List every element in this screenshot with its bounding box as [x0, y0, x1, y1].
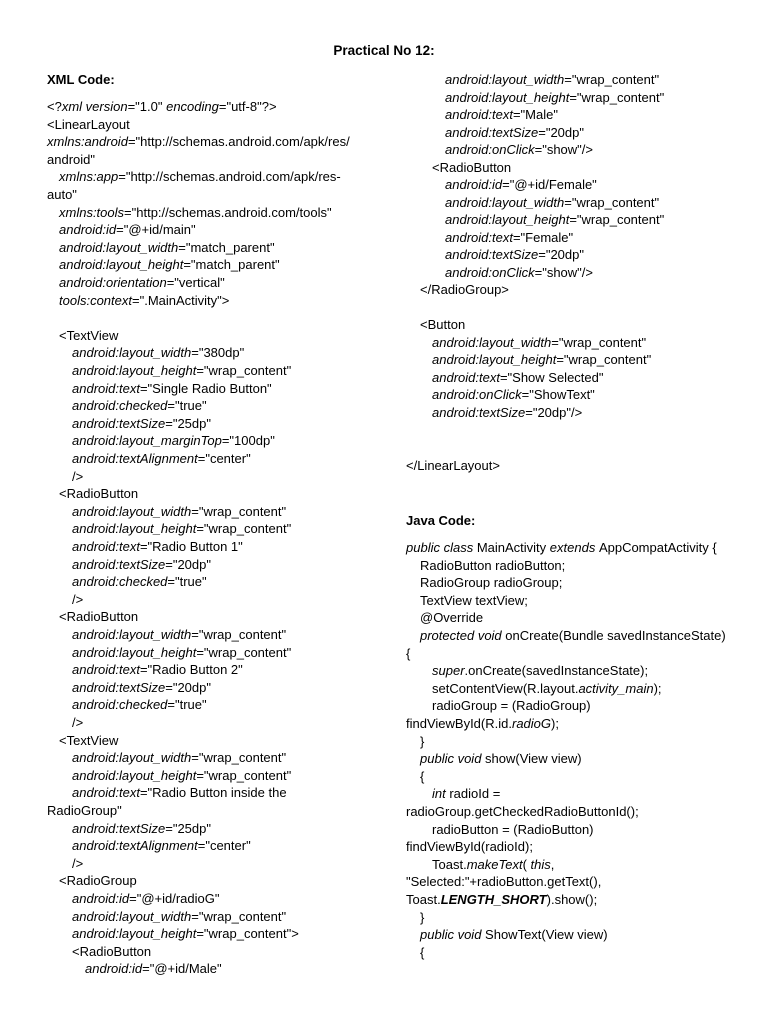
code-token: ="http://schemas.android.com/tools" [124, 204, 332, 220]
code-line [406, 785, 500, 802]
code-token: ="show"/> [534, 142, 593, 157]
code-token: ="Female" [512, 229, 574, 245]
code-token: <RadioGroup [59, 873, 137, 889]
code-token: android:layout_marginTop [72, 433, 222, 449]
code-token: <Button [420, 317, 466, 332]
code-token: <? [47, 99, 62, 114]
code-line [406, 873, 601, 890]
code-token: ="http://schemas.android.com/apk/res- [118, 169, 341, 185]
code-line [406, 680, 662, 697]
code-token: android:checked [72, 574, 168, 590]
code-token: ="Male" [512, 107, 558, 122]
code-line [406, 574, 562, 591]
code-token: ="wrap_content" [191, 503, 287, 519]
code-line [406, 909, 424, 926]
code-token: xmlns:tools [59, 204, 125, 220]
java-code-heading: Java Code: [406, 513, 476, 528]
code-token: android:textAlignment [72, 838, 198, 854]
code-token: android:layout_height [59, 257, 184, 273]
code-token: android" [47, 151, 95, 167]
code-token: AppCompatActivity { [598, 540, 717, 555]
code-token: android:layout_height [72, 926, 197, 942]
code-line [406, 404, 582, 421]
code-line [47, 116, 130, 133]
code-token: ="wrap_content" [569, 89, 665, 105]
code-token: android:onClick [445, 264, 535, 280]
code-token: ="http://schemas.android.com/apk/res/ [127, 134, 350, 150]
code-token: android:layout_height [72, 644, 197, 660]
code-line [47, 485, 138, 502]
code-token: radioGroup.getCheckedRadioButtonId(); [406, 804, 639, 819]
code-line [406, 557, 565, 574]
code-token: ="20dp" [165, 679, 211, 695]
code-line [406, 351, 651, 368]
code-token: MainActivity [476, 540, 550, 555]
code-line [47, 943, 151, 960]
code-token: <LinearLayout [47, 116, 130, 132]
code-token: RadioButton radioButton; [420, 557, 566, 573]
code-token: ="wrap_content" [564, 72, 660, 87]
code-token: <TextView [59, 327, 119, 343]
code-line [406, 229, 573, 246]
code-line [47, 292, 229, 309]
code-line [406, 124, 584, 141]
code-line [406, 856, 554, 873]
code-line [47, 432, 275, 449]
code-line [47, 591, 83, 608]
code-token: ="true" [167, 697, 207, 713]
code-line [47, 415, 211, 432]
code-token: android:onClick [432, 387, 522, 402]
code-token: ="@+id/main" [116, 222, 196, 238]
code-token: activity_main [578, 680, 654, 696]
code-line [406, 106, 558, 123]
code-token: public class [406, 540, 477, 555]
code-token: android:textSize [72, 556, 166, 572]
code-line [47, 855, 83, 872]
code-line [47, 362, 291, 379]
code-line [47, 644, 291, 661]
code-line [406, 281, 509, 298]
code-token: <RadioButton [432, 159, 512, 175]
code-line [406, 768, 424, 785]
code-line [47, 380, 272, 397]
code-line [47, 503, 286, 520]
code-token: android:textSize [72, 679, 166, 695]
code-line [406, 246, 584, 263]
code-token: ="@+id/Female" [502, 177, 597, 192]
code-token: android:layout_height [72, 521, 197, 537]
code-token: android:layout_width [72, 908, 192, 924]
code-token: android:checked [72, 697, 168, 713]
code-token: </RadioGroup> [420, 282, 509, 297]
code-token: ="20dp" [165, 556, 211, 572]
code-token: { [420, 768, 425, 784]
code-line [47, 327, 118, 344]
code-token: ="wrap_content" [564, 194, 660, 210]
code-token: android:text [72, 662, 140, 678]
code-token: ="Single Radio Button" [139, 380, 272, 396]
code-token: RadioGroup" [47, 803, 122, 818]
code-line [406, 539, 717, 556]
code-token: { [420, 944, 425, 960]
code-token: Toast. [432, 856, 467, 872]
code-token: public void [420, 751, 486, 767]
code-line [406, 211, 664, 228]
code-line [47, 239, 275, 256]
code-token: /> [72, 468, 84, 484]
code-token: { [406, 645, 411, 661]
code-token: android:layout_height [72, 363, 197, 378]
code-token: android:textAlignment [72, 451, 198, 466]
code-line [406, 71, 659, 88]
code-token: ); [551, 716, 559, 731]
code-token: xmlns:app [59, 169, 119, 185]
code-token: ="25dp" [165, 415, 211, 431]
code-line [406, 609, 483, 626]
code-token: findViewById(R.id. [406, 716, 512, 731]
code-line [47, 98, 277, 115]
code-token: android:textSize [72, 820, 166, 836]
code-token: , [550, 856, 555, 872]
code-token: ="100dp" [221, 433, 275, 449]
code-token: ="20dp"/> [525, 404, 583, 420]
code-token: android:text [72, 539, 140, 554]
code-token: Toast. [406, 892, 441, 907]
code-line [47, 767, 291, 784]
code-token: ="wrap_content" [551, 334, 647, 350]
code-line [406, 662, 648, 679]
code-line [47, 168, 341, 185]
code-token: android:layout_width [72, 345, 192, 361]
code-line [47, 714, 83, 731]
code-token: } [420, 909, 425, 925]
code-token: <TextView [59, 732, 119, 748]
code-token: ="wrap_content" [556, 352, 652, 367]
code-token: super [432, 663, 465, 679]
code-token: ="20dp" [538, 247, 584, 262]
code-token: xmlns:android [47, 134, 128, 150]
code-token: ( [522, 856, 531, 872]
code-line [406, 159, 511, 176]
code-token: ="true" [167, 398, 207, 414]
code-line [406, 697, 591, 714]
code-line [47, 890, 219, 907]
code-token: android:checked [72, 398, 168, 414]
code-line [47, 468, 83, 485]
code-line [47, 749, 286, 766]
code-token: <RadioButton [59, 486, 139, 502]
code-token: radioG [511, 716, 552, 731]
code-token: ShowText(View view) [485, 927, 608, 943]
code-line [406, 750, 582, 767]
code-line [47, 221, 196, 238]
code-token: =".MainActivity"> [132, 292, 230, 308]
code-line [406, 803, 639, 820]
code-line [406, 89, 664, 106]
code-line [47, 820, 211, 837]
code-token: android:layout_height [72, 767, 197, 783]
code-line [47, 538, 243, 555]
code-token: android:textSize [445, 247, 539, 262]
code-line [406, 369, 603, 386]
code-token: /> [72, 855, 84, 871]
code-line [406, 645, 410, 662]
code-line [406, 264, 593, 281]
code-token: android:id [85, 961, 143, 977]
code-token: android:layout_width [72, 627, 192, 642]
linear-layout-close-tag: </LinearLayout> [406, 458, 500, 473]
code-token: android:layout_width [432, 334, 552, 350]
code-line [47, 784, 287, 801]
code-token: android:textSize [72, 415, 166, 431]
code-token: .onCreate(savedInstanceState); [464, 663, 649, 679]
code-line [406, 141, 593, 158]
code-token: setContentView(R.layout. [432, 680, 579, 696]
code-token: ="show"/> [534, 264, 593, 280]
code-token: android:id [445, 177, 503, 192]
code-token: ="true" [167, 574, 207, 590]
code-token: ="Radio Button inside the [139, 785, 287, 801]
code-token: android:id [59, 222, 117, 238]
code-line [47, 344, 244, 361]
code-token: android:text [72, 380, 140, 396]
code-token: ="wrap_content"> [196, 926, 299, 942]
code-token: ="vertical" [166, 275, 225, 290]
code-line [47, 450, 251, 467]
code-token: android:onClick [445, 142, 535, 157]
code-token: android:id [72, 891, 130, 906]
code-token: <RadioButton [72, 943, 152, 959]
code-token: android:layout_width [72, 503, 192, 519]
code-token: findViewById(radioId); [406, 839, 533, 855]
code-line [47, 626, 286, 643]
code-token: android:layout_width [445, 194, 565, 210]
code-token: ="wrap_content" [196, 767, 292, 783]
code-line [406, 715, 559, 732]
code-token: ="380dp" [191, 345, 245, 361]
code-token: android:text [445, 229, 513, 245]
code-token: android:text [72, 785, 140, 801]
code-token: ="wrap_content" [196, 644, 292, 660]
code-line [406, 926, 608, 943]
code-token: ="wrap_content" [196, 363, 292, 378]
code-token: android:layout_width [59, 239, 179, 255]
code-token: tools:context [59, 292, 132, 308]
code-token: android:layout_height [445, 89, 570, 105]
code-line [406, 386, 595, 403]
code-token: ="Radio Button 1" [139, 539, 243, 554]
code-line [47, 679, 211, 696]
code-line [47, 661, 243, 678]
code-line [47, 256, 280, 273]
code-token: TextView textView; [420, 592, 528, 608]
code-token: ="center" [197, 451, 251, 466]
code-line [47, 732, 118, 749]
code-token: ); [653, 680, 662, 696]
code-token: android:layout_width [72, 750, 192, 766]
code-token: encoding [166, 99, 219, 114]
code-line [47, 608, 138, 625]
code-token: <RadioButton [59, 609, 139, 625]
code-token: ="Show Selected" [499, 369, 604, 385]
code-token: public void [420, 927, 486, 943]
code-token: android:textSize [445, 124, 539, 140]
code-token: android:layout_width [445, 72, 565, 87]
code-token: LENGTH_SHORT [440, 892, 547, 907]
code-line [406, 334, 646, 351]
code-token: ="wrap_content" [196, 521, 292, 537]
code-line [406, 176, 597, 193]
code-token: ="wrap_content" [569, 212, 665, 227]
code-token: ).show(); [546, 892, 598, 907]
code-line [47, 925, 299, 942]
code-token: android:layout_height [445, 212, 570, 227]
code-token: android:textSize [432, 404, 526, 420]
code-line [47, 151, 95, 168]
code-line [47, 960, 222, 977]
code-token: extends [549, 540, 599, 555]
page-title: Practical No 12: [333, 43, 435, 58]
code-line [406, 944, 424, 961]
code-token: radioButton = (RadioButton) [432, 821, 594, 837]
code-token: ="wrap_content" [191, 750, 287, 766]
code-token: ="ShowText" [521, 387, 595, 402]
code-token: ="1.0" [127, 99, 167, 114]
code-line [47, 186, 77, 203]
code-line [47, 573, 207, 590]
code-token: int [432, 786, 450, 802]
code-line [47, 908, 286, 925]
code-token: android:layout_height [432, 352, 557, 367]
code-line [47, 802, 122, 819]
code-token: android:orientation [59, 275, 167, 290]
code-line [47, 397, 207, 414]
code-token: android:text [432, 369, 500, 385]
code-line [406, 733, 424, 750]
code-line [47, 274, 225, 291]
code-token: ="25dp" [165, 820, 211, 836]
code-token: show(View view) [485, 751, 582, 767]
code-line [406, 627, 726, 644]
code-token: RadioGroup radioGroup; [420, 575, 563, 591]
code-token: this [530, 856, 551, 872]
code-token: /> [72, 591, 84, 607]
code-token: "Selected:"+radioButton.getText(), [406, 874, 602, 890]
code-token: ="match_parent" [183, 257, 280, 273]
code-token: ="20dp" [538, 124, 584, 140]
code-line [406, 316, 465, 333]
code-token: makeText [466, 856, 523, 872]
code-line [406, 891, 597, 908]
code-line [47, 872, 137, 889]
code-token: ="wrap_content" [191, 908, 287, 924]
code-token: android:text [445, 107, 513, 122]
code-token: ="@+id/Male" [142, 961, 222, 977]
code-token: xml version [61, 99, 128, 114]
code-line [406, 194, 659, 211]
code-token: ="wrap_content" [191, 627, 287, 642]
xml-code-heading: XML Code: [47, 72, 115, 87]
code-token: @Override [420, 610, 484, 626]
code-token: /> [72, 715, 84, 730]
code-line [406, 821, 594, 838]
code-token: radioId = [449, 786, 501, 802]
code-token: auto" [47, 187, 77, 202]
code-line [47, 520, 291, 537]
code-token: radioGroup = (RadioGroup) [432, 698, 591, 714]
code-token: ="utf-8"?> [218, 99, 277, 114]
code-line [47, 556, 211, 573]
code-line [47, 133, 350, 150]
code-line [47, 696, 207, 713]
code-token: protected void [420, 628, 506, 643]
code-token: ="match_parent" [178, 239, 275, 255]
code-token: ="@+id/radioG" [129, 891, 220, 906]
code-token: ="center" [197, 838, 251, 854]
code-line [406, 838, 533, 855]
code-line [406, 592, 528, 609]
code-token: } [420, 733, 425, 749]
code-token: onCreate(Bundle savedInstanceState) [505, 628, 726, 643]
code-token: ="Radio Button 2" [139, 662, 243, 678]
code-line [47, 204, 332, 221]
code-line [47, 837, 251, 854]
